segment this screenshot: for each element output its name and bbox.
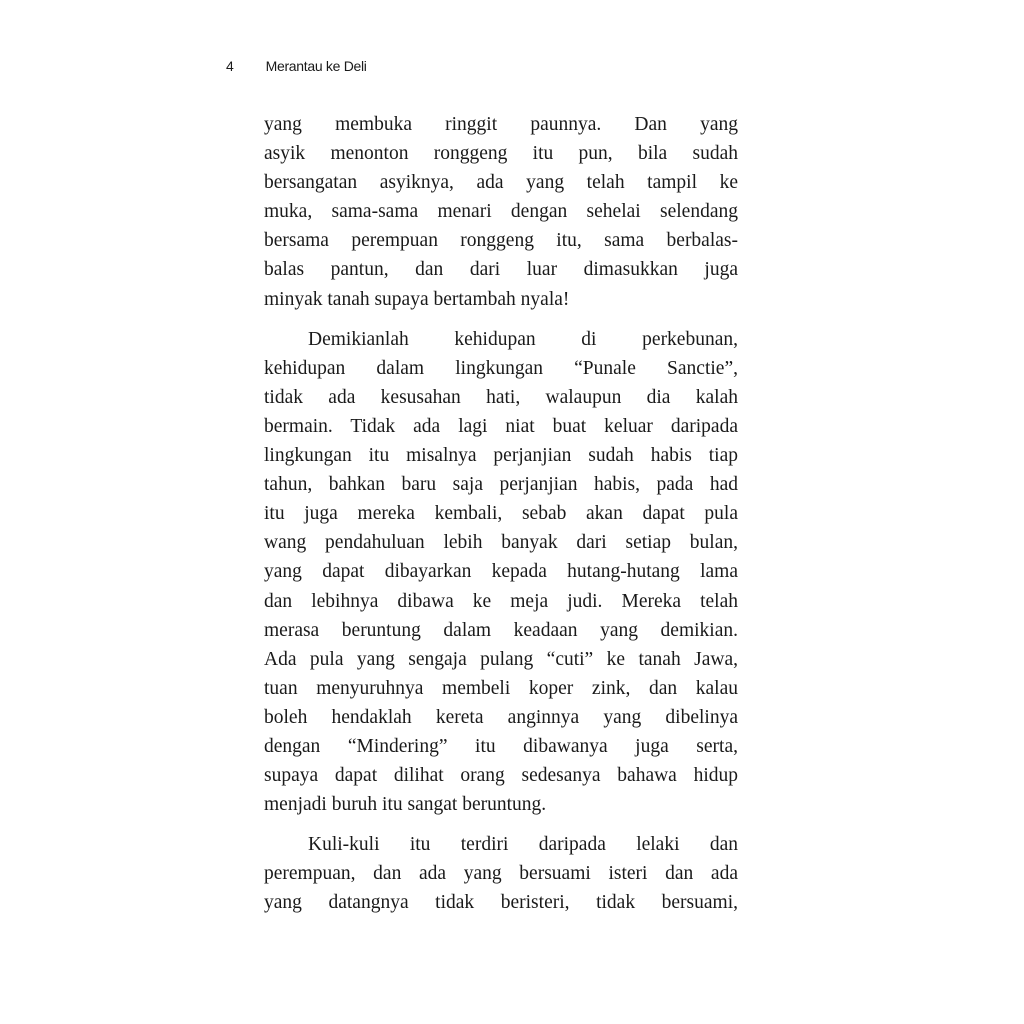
text-line: muka, sama-sama menari dengan sehelai selendang xyxy=(264,201,738,223)
text-line: itu juga mereka kembali, sebab akan dapat pula xyxy=(264,503,738,525)
text-line: bermain. Tidak ada lagi niat buat keluar daripada xyxy=(264,415,738,437)
text-line: perempuan, dan ada yang bersuami isteri dan ada xyxy=(264,863,738,885)
text-line: Demikianlah kehidupan di perkebunan, xyxy=(308,328,738,350)
text-line: supaya dapat dilihat orang sedesanya bahawa hidup xyxy=(264,765,738,787)
body-text xyxy=(264,110,738,929)
text-line: minyak tanah supaya bertambah nyala! xyxy=(264,288,570,310)
running-title: Merantau ke Deli xyxy=(265,58,367,74)
text-line: dan lebihnya dibawa ke meja judi. Mereka telah xyxy=(264,590,738,612)
text-line: bersangatan asyiknya, ada yang telah tampil ke xyxy=(264,172,738,194)
text-line: Kuli-kuli itu terdiri daripada lelaki dan xyxy=(308,834,738,856)
text-line: boleh hendaklah kereta anginnya yang dibelinya xyxy=(264,706,738,728)
text-line: tahun, bahkan baru saja perjanjian habis, pada had xyxy=(264,474,738,496)
text-line: tuan menyuruhnya membeli koper zink, dan kalau xyxy=(264,677,738,699)
text-line: asyik menonton ronggeng itu pun, bila sudah xyxy=(264,143,738,165)
text-line: dengan “Mindering” itu dibawanya juga serta, xyxy=(264,735,738,757)
text-line: merasa beruntung dalam keadaan yang demikian. xyxy=(264,619,738,641)
text-line: Ada pula yang sengaja pulang “cuti” ke tanah Jawa, xyxy=(264,648,738,670)
paragraph-1 xyxy=(264,110,738,314)
text-line: tidak ada kesusahan hati, walaupun dia kalah xyxy=(264,386,738,408)
text-line: yang datangnya tidak beristeri, tidak bersuami, xyxy=(264,892,738,914)
paragraph-3 xyxy=(264,830,738,917)
text-line: yang dapat dibayarkan kepada hutang-hutang lama xyxy=(264,561,738,583)
paragraph-2 xyxy=(264,325,738,820)
text-line: wang pendahuluan lebih banyak dari setiap bulan, xyxy=(264,532,738,554)
text-line: balas pantun, dan dari luar dimasukkan juga xyxy=(264,259,738,281)
page-number: 4 xyxy=(226,58,234,74)
text-line: lingkungan itu misalnya perjanjian sudah habis tiap xyxy=(264,445,738,467)
text-line: yang membuka ringgit paunnya. Dan yang xyxy=(264,114,738,135)
running-head xyxy=(226,58,367,78)
text-line: kehidupan dalam lingkungan “Punale Sanctie”, xyxy=(264,357,738,379)
text-line: menjadi buruh itu sangat beruntung. xyxy=(264,794,547,816)
text-line: bersama perempuan ronggeng itu, sama berbalas- xyxy=(264,230,738,252)
